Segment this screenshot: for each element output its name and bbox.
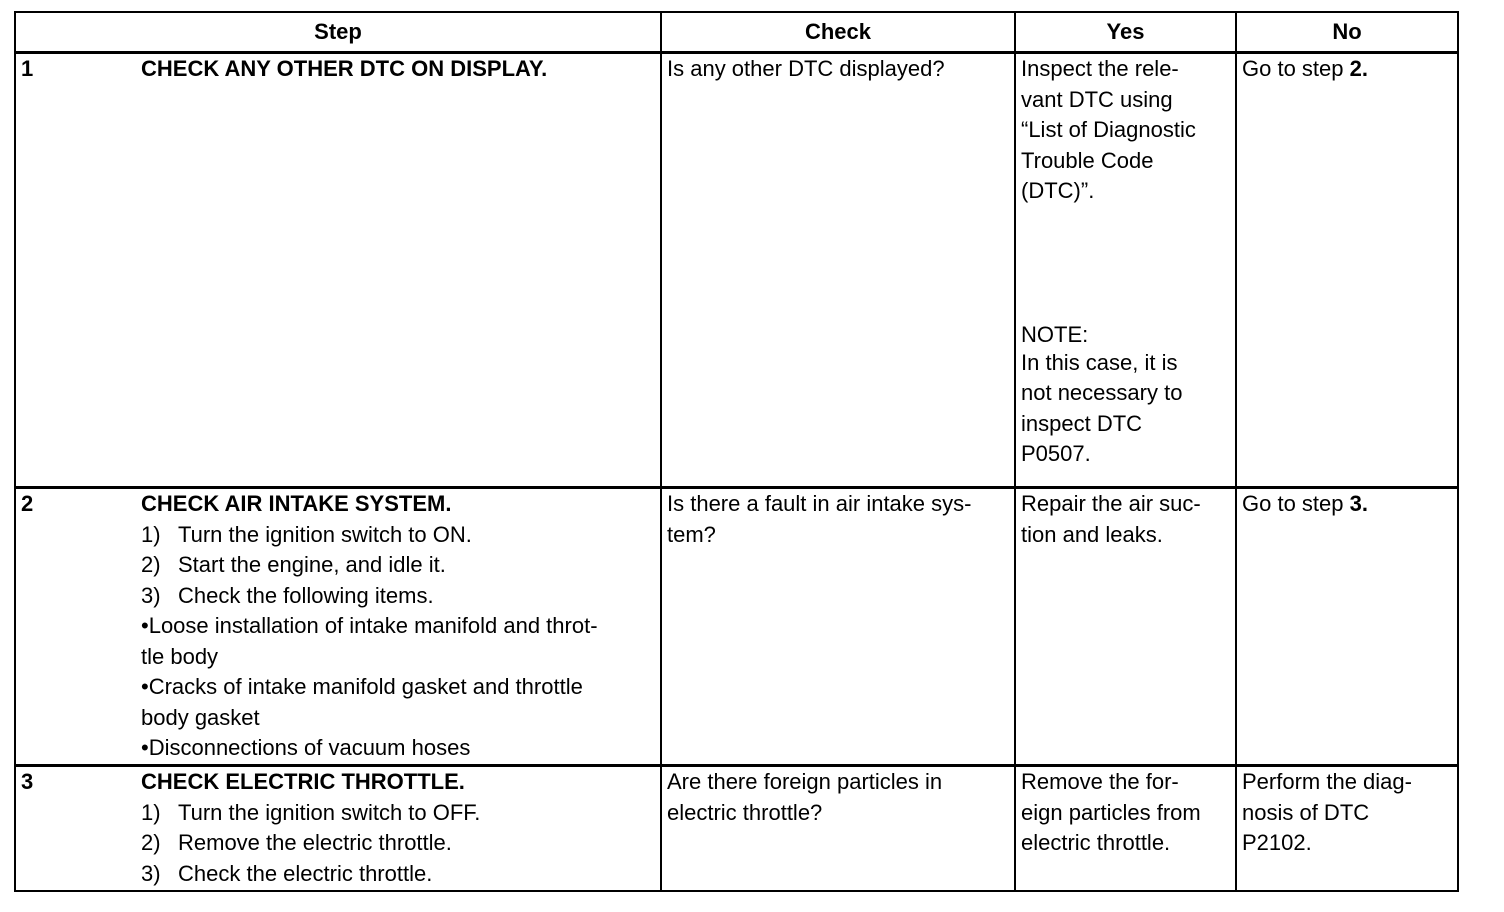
no-text: Perform the diag- (1242, 769, 1412, 794)
check-text: Is any other DTC displayed? (667, 56, 945, 81)
note-text: not necessary to (1021, 380, 1183, 405)
note-text: inspect DTC (1021, 410, 1143, 436)
no-cell (1236, 766, 1458, 892)
yes-cell (1015, 488, 1236, 766)
header-no: No (1236, 12, 1458, 53)
table-row (15, 53, 1458, 488)
instruction-line: 1) Turn the ignition switch to OFF. (141, 799, 481, 825)
yes-cell (1015, 53, 1236, 488)
yes-text: (DTC)”. (1021, 178, 1095, 203)
yes-text: Repair the air suc- (1021, 491, 1201, 516)
check-cell (661, 488, 1015, 766)
bullet-line: body gasket (141, 704, 260, 730)
instruction-line: 3) Check the following items. (141, 582, 434, 608)
note-block (1021, 322, 1230, 470)
yes-text: Remove the for- (1021, 769, 1179, 794)
step-number: 2 (21, 491, 34, 516)
yes-text: “List of Diagnostic (1021, 117, 1196, 142)
no-text: Go to step 2. (1242, 56, 1368, 81)
note-text: P0507. (1021, 441, 1091, 466)
step-cell (15, 488, 661, 766)
no-cell (1236, 53, 1458, 488)
yes-text: Inspect the rele- (1021, 56, 1179, 81)
bullet-line: •Cracks of intake manifold gasket and throttle (141, 674, 583, 699)
no-text: nosis of DTC (1242, 799, 1370, 825)
note-text: In this case, it is (1021, 349, 1178, 375)
instruction-line: 3) Check the electric throttle. (141, 860, 433, 886)
table-header-row (15, 12, 1458, 53)
yes-text: electric throttle. (1021, 830, 1171, 855)
bullet-line: •Loose installation of intake manifold and throt- (141, 613, 598, 638)
check-text: Are there foreign particles in (667, 769, 943, 794)
check-text: Is there a fault in air intake sys- (667, 491, 972, 516)
note-heading: NOTE: (1021, 321, 1089, 347)
bullet-line: •Disconnections of vacuum hoses (141, 735, 471, 760)
yes-text: tion and leaks. (1021, 521, 1163, 547)
yes-cell (1015, 766, 1236, 892)
yes-text: eign particles from (1021, 799, 1201, 825)
step-reference: 3. (1349, 491, 1368, 516)
check-cell (661, 766, 1015, 892)
header-yes: Yes (1015, 12, 1236, 53)
bullet-line: tle body (141, 643, 219, 669)
step-number: 3 (21, 769, 34, 794)
table-row (15, 766, 1458, 892)
check-cell (661, 53, 1015, 488)
instruction-line: 2) Remove the electric throttle. (141, 830, 452, 855)
step-reference: 2. (1349, 56, 1368, 81)
step-number: 1 (21, 56, 34, 81)
step-title: CHECK AIR INTAKE SYSTEM. (141, 491, 452, 516)
header-step: Step (15, 12, 661, 53)
step-cell (15, 766, 661, 892)
diagnostic-table (14, 11, 1459, 892)
step-cell (15, 53, 661, 488)
no-text: P2102. (1242, 830, 1312, 855)
instruction-line: 2) Start the engine, and idle it. (141, 552, 446, 577)
header-check: Check (661, 12, 1015, 53)
table-row (15, 488, 1458, 766)
yes-text: Trouble Code (1021, 147, 1154, 173)
check-text: tem? (667, 521, 716, 547)
instruction-line: 1) Turn the ignition switch to ON. (141, 521, 472, 547)
step-title: CHECK ELECTRIC THROTTLE. (141, 769, 465, 794)
no-text: Go to step 3. (1242, 491, 1368, 516)
check-text: electric throttle? (667, 799, 823, 825)
yes-text: vant DTC using (1021, 86, 1173, 112)
no-cell (1236, 488, 1458, 766)
step-title: CHECK ANY OTHER DTC ON DISPLAY. (141, 56, 548, 81)
